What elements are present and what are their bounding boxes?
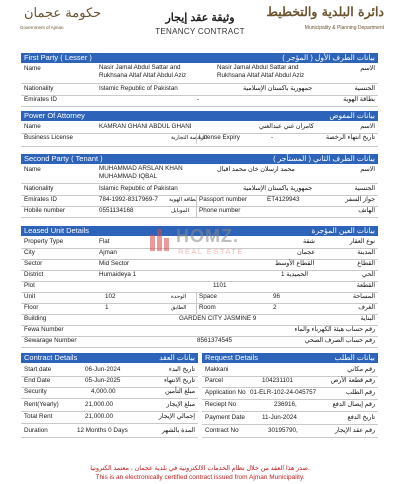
field-label-ar: الاسم [360,123,375,130]
request-application-row [202,388,378,400]
document-header [0,0,400,46]
field-value-ar: عجمان [297,249,316,256]
field-label: Nationality [24,85,54,92]
field-label-ar: الجنسية [354,185,375,192]
field-label-ar: مبلغ الإيجار [166,401,195,408]
field-label: Total Rent [24,413,53,420]
watermark-building-icon [150,229,172,251]
first-party-eid-row [21,95,378,107]
field-label: Passport number [199,196,247,203]
field-label-ar: المدة بالشهر [161,427,195,434]
field-label: Name [24,166,41,173]
field-label-ar: الغرف [358,304,375,311]
divider [196,206,197,217]
field-label-ar: الطابق [171,305,187,311]
field-label-ar: الاسم [360,166,375,173]
field-label: Name [24,65,41,72]
government-logo: حكومة عجمان [24,6,102,21]
field-value-ar: محمد ارسلان خان محمد اقبال [217,166,295,173]
field-label: Parcel [205,377,223,384]
field-label: Unit [24,293,36,300]
section-title-ar: بيانات المفوض [329,111,375,120]
field-value: Ajman [99,249,117,256]
field-label-ar: القطاع [357,260,375,267]
field-value: 1 [105,304,109,311]
divider [196,292,197,303]
field-value: 2 [273,304,277,311]
field-label-ar: الوحدة [171,294,187,300]
field-value-ar: جمهورية باكستان الإسلامية [243,185,313,192]
field-value: MUHAMMAD ARSLAN KHAN MUHAMMAD IQBAL [99,165,183,180]
field-label-ar: الجنسية [354,85,375,92]
field-value: 12 Months 0 Days [77,427,128,434]
section-title-en: Request Details [205,353,258,362]
request-section-header [202,353,378,363]
field-label-ar: تاريخ الانتهاء [163,377,195,384]
unit-sewerage-row [21,336,378,348]
second-party-section-header [21,154,378,164]
field-label-ar: تاريخ الدفع [347,414,375,421]
poa-license-row [21,133,378,147]
divider [196,133,197,144]
field-value: 06-Jun-2024 [85,366,121,373]
field-label-ar: نوع العقار [349,238,375,245]
field-value: 0551134168 [99,207,134,214]
field-label: Application No [205,389,246,396]
field-value: Nasir Jamal Abdul Sattar and Rukhsana Altaf Altaf Abdul Aziz [99,64,187,79]
field-label: Duration [24,427,48,434]
field-value: Mid Sector [99,260,130,267]
request-payment-date-row [202,413,378,425]
field-label: Room [199,304,216,311]
request-receipt-row [202,400,378,412]
field-label: License Expiry [199,134,240,141]
field-label: Floor [24,304,39,311]
field-label: Reciept No [205,401,237,408]
field-label-ar: مبلغ التأمين [164,388,195,395]
poa-section-header [21,111,378,121]
field-value: ET4129943 [267,196,300,203]
field-label: City [24,249,35,256]
second-party-phone-row [21,206,378,218]
divider [196,303,197,314]
contract-section-header [21,353,198,363]
field-value-ar: شقة [303,238,315,245]
section-title-en: First Party ( Lesser ) [24,53,92,62]
section-title-en: Second Party ( Tenant ) [24,154,103,163]
field-label-ar: الاسم [360,65,375,72]
field-label-ar: الهاتف [358,207,375,214]
field-label-ar: رقم حساب هيئة الكهرباء والماء [294,326,375,333]
field-label: Emirates ID [24,196,57,203]
field-value: Humaideya 1 [99,271,137,278]
field-label: Contract No [205,427,239,434]
field-value: 1101 [213,282,227,289]
field-value: - [197,96,200,103]
municipality-logo: دائرة البلدية والتخطيط [266,4,384,19]
municipality-logo-caption: Municipality & Planning Department [304,25,384,31]
field-label-ar: الموبايل [171,208,190,214]
section-title-ar: بيانات العين المؤجرة [311,226,375,235]
field-value: 784-1992-8317969-7 [99,196,158,203]
field-value: 102 [105,293,116,300]
field-label: Emirates ID [24,96,57,103]
field-label: Space [199,293,217,300]
field-value: 30195790, [268,427,298,434]
field-value: 11-Jun-2024 [262,414,297,421]
field-label: Plot [24,282,35,289]
watermark-logo [150,226,270,266]
watermark-word: HOMZ. [176,226,239,246]
field-label: District [24,271,44,278]
field-label-ar: الرخصة التجارية [171,135,208,141]
field-label-ar: إجمالي الإيجار [158,413,195,420]
field-value-ar: جمهورية باكستان الإسلامية [243,85,313,92]
field-label: Makkani [205,366,229,373]
field-label: Payment Date [205,414,245,421]
field-label: Hobile number [24,207,65,214]
footer-note-en: This is an electronically certified contract issued from Ajman Municipality. [95,474,305,481]
section-title-ar: بيانات الطرف الثاني ( المستأجر ) [273,154,375,163]
field-value: 05-Jun-2025 [85,377,121,384]
field-value: 96 [273,293,281,300]
field-label: Nationality [24,185,54,192]
field-value: 01-ELR-102-24-045757 [250,389,317,396]
field-label-ar: المساحة [352,293,375,300]
request-parcel-row [202,376,378,388]
document-title-en: TENANCY CONTRACT [155,27,245,36]
section-title-en: Power Of Attorney [24,111,85,120]
field-label: Fewa Number [24,326,64,333]
field-label-ar: رقم إيصال الدفع [332,401,375,408]
document-title-ar: وثيقة عقد إيجار [165,12,235,24]
field-value: 104231101 [262,377,294,384]
section-title-en: Leased Unit Details [24,226,90,235]
first-party-name-row [21,64,378,84]
divider [196,195,197,206]
field-label-ar: بطاقة الهوية [343,96,375,103]
field-label-ar: تاريخ البدء [168,366,195,373]
section-title-ar: بيانات الطلب [334,353,375,362]
field-label: Rent(Yearly) [24,401,59,408]
field-label-ar: المدينة [357,249,375,256]
contract-rent-row [21,400,198,412]
field-value: Islamic Republic of Pakistan [99,185,178,192]
footer-note-ar: صدر هذا العقد من خلال نظام الخدمات الالكترونية في بلدية عجمان ، معتمد الكترونيا. [90,465,310,472]
field-label-ar: رقم الطلب [345,389,375,396]
field-label-ar: رقم قطعة الأرض [330,377,375,384]
field-value: GARDEN CITY JASMINE 9 [179,315,257,322]
field-value: 21,000.00 [85,413,114,420]
field-label-ar: البناية [360,315,375,322]
field-value: 236916, [274,401,297,408]
field-label-ar: الحي [362,271,375,278]
field-value: 21,000.00 [85,401,114,408]
field-value: Flat [99,238,110,245]
field-label-ar: رقم حساب الصرف الصحي [304,337,375,344]
field-label-ar: تاريخ انتهاء الرخصة [325,134,375,141]
section-title-ar: بيانات الطرف الأول ( المؤجر ) [282,53,375,62]
request-contract-no-row [202,426,378,438]
field-label-ar: رقم عقد الإيجار [334,427,375,434]
second-party-name-row [21,165,378,184]
field-label-ar: رقم مكاني [347,366,375,373]
field-label-ar: القطعة [356,282,375,289]
field-value-ar: القطاع الأوسط [275,260,315,267]
field-value: - [271,134,274,141]
field-label: End Date [24,377,51,384]
field-value-ar: كامران غني عبدالغني [259,123,314,130]
field-label: Security [24,388,47,395]
section-title-en: Contract Details [24,353,78,362]
field-value: 4,000.00 [91,388,116,395]
field-label-ar: بطاقة الهوية [169,197,197,203]
field-value-alt: Nasir Jamal Abdul Sattar and Rukhsana Altaf Altaf Abdul Aziz [217,64,305,79]
field-label: Start date [24,366,52,373]
field-label: Sewarage Number [24,337,77,344]
field-value-ar: الحميدية 1 [281,271,308,278]
field-label: Name [24,123,41,130]
field-value: Islamic Republic of Pakistan [99,85,178,92]
field-value: 8561374545 [197,337,233,344]
watermark-subtitle: REAL ESTATE [178,247,244,256]
field-label: Business License [24,134,74,141]
contract-total-row [21,412,198,424]
field-label: Sector [24,260,43,267]
section-title-ar: بيانات العقد [159,353,195,362]
government-logo-caption: Government of Ajman [20,25,64,30]
field-label: Phone number [199,207,241,214]
contract-duration-row [21,426,198,438]
first-party-section-header [21,53,378,63]
field-label: Building [24,315,47,322]
field-value: KAMRAN GHANI ABDUL GHANI [99,123,192,130]
contract-security-row [21,387,198,399]
field-label-ar: جواز السفر [345,196,375,203]
field-label: Property Type [24,238,64,245]
